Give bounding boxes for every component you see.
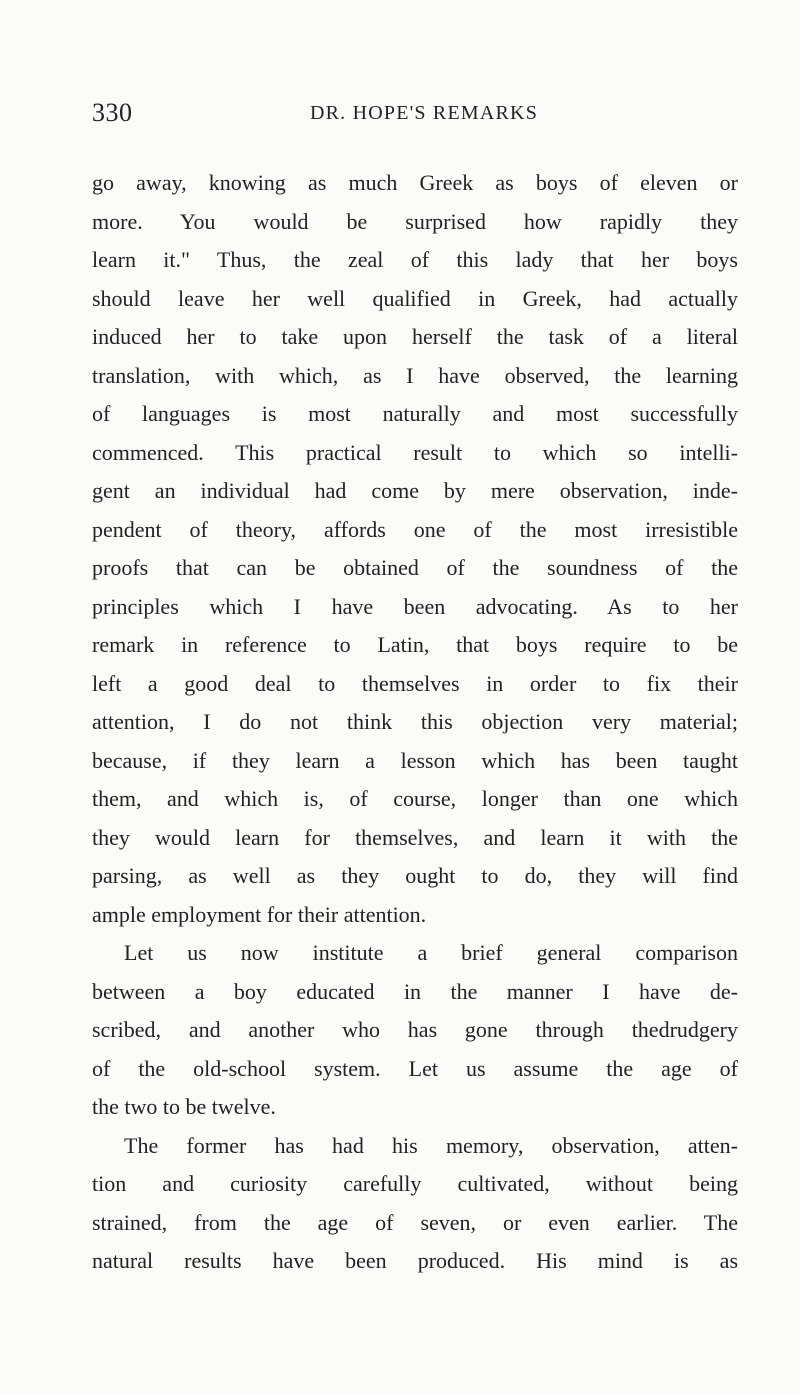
text-line: induced her to take upon herself the task of a literal — [92, 324, 738, 349]
text-line: principles which I have been advocating. As to her — [92, 593, 738, 619]
page-header — [92, 98, 732, 128]
text-line: remark in reference to Latin, that boys require to be — [92, 632, 738, 657]
text-line: pendent of theory, affords one of the most irresistible — [92, 516, 738, 542]
text-line: them, and which is, of course, longer than one which — [92, 786, 738, 811]
paragraph-end-line: ample employment for their attention. — [92, 901, 427, 927]
text-line: more. You would be surprised how rapidly they — [92, 208, 738, 234]
text-line: commenced. This practical result to which so intelli- — [92, 439, 738, 465]
text-line: of languages is most naturally and most successfully — [92, 401, 738, 426]
running-head: DR. HOPE'S REMARKS — [310, 102, 539, 124]
text-line: should leave her well qualified in Greek, had actually — [92, 285, 738, 311]
text-line: strained, from the age of seven, or even earlier. The — [92, 1209, 738, 1235]
text-line: go away, knowing as much Greek as boys of eleven or — [92, 170, 738, 195]
page-number: 330 — [92, 98, 133, 127]
text-line: tion and curiosity carefully cultivated, without being — [92, 1171, 738, 1196]
body-text — [92, 164, 738, 1281]
text-line: between a boy educated in the manner I have de- — [92, 978, 738, 1004]
text-line: scribed, and another who has gone through thedrudgery — [92, 1017, 738, 1042]
text-line: translation, with which, as I have observed, the learning — [92, 362, 738, 388]
text-line: left a good deal to themselves in order to fix their — [92, 670, 738, 696]
text-line: learn it." Thus, the zeal of this lady that her boys — [92, 247, 738, 272]
text-line: gent an individual had come by mere observation, inde- — [92, 478, 738, 503]
text-line: they would learn for themselves, and learn it with the — [92, 824, 738, 850]
text-line: attention, I do not think this objection very material; — [92, 709, 738, 734]
paragraph-start-line: The former has had his memory, observation, atten- — [124, 1132, 738, 1158]
paragraph-start-line: Let us now institute a brief general comparison — [124, 940, 738, 965]
text-line: parsing, as well as they ought to do, they will find — [92, 863, 738, 888]
paragraph-end-line: the two to be twelve. — [92, 1094, 276, 1119]
text-line: natural results have been produced. His mind is as — [92, 1248, 738, 1273]
text-line: proofs that can be obtained of the soundness of the — [92, 555, 738, 580]
text-line: because, if they learn a lesson which has been taught — [92, 747, 738, 773]
text-line: of the old-school system. Let us assume the age of — [92, 1055, 738, 1081]
